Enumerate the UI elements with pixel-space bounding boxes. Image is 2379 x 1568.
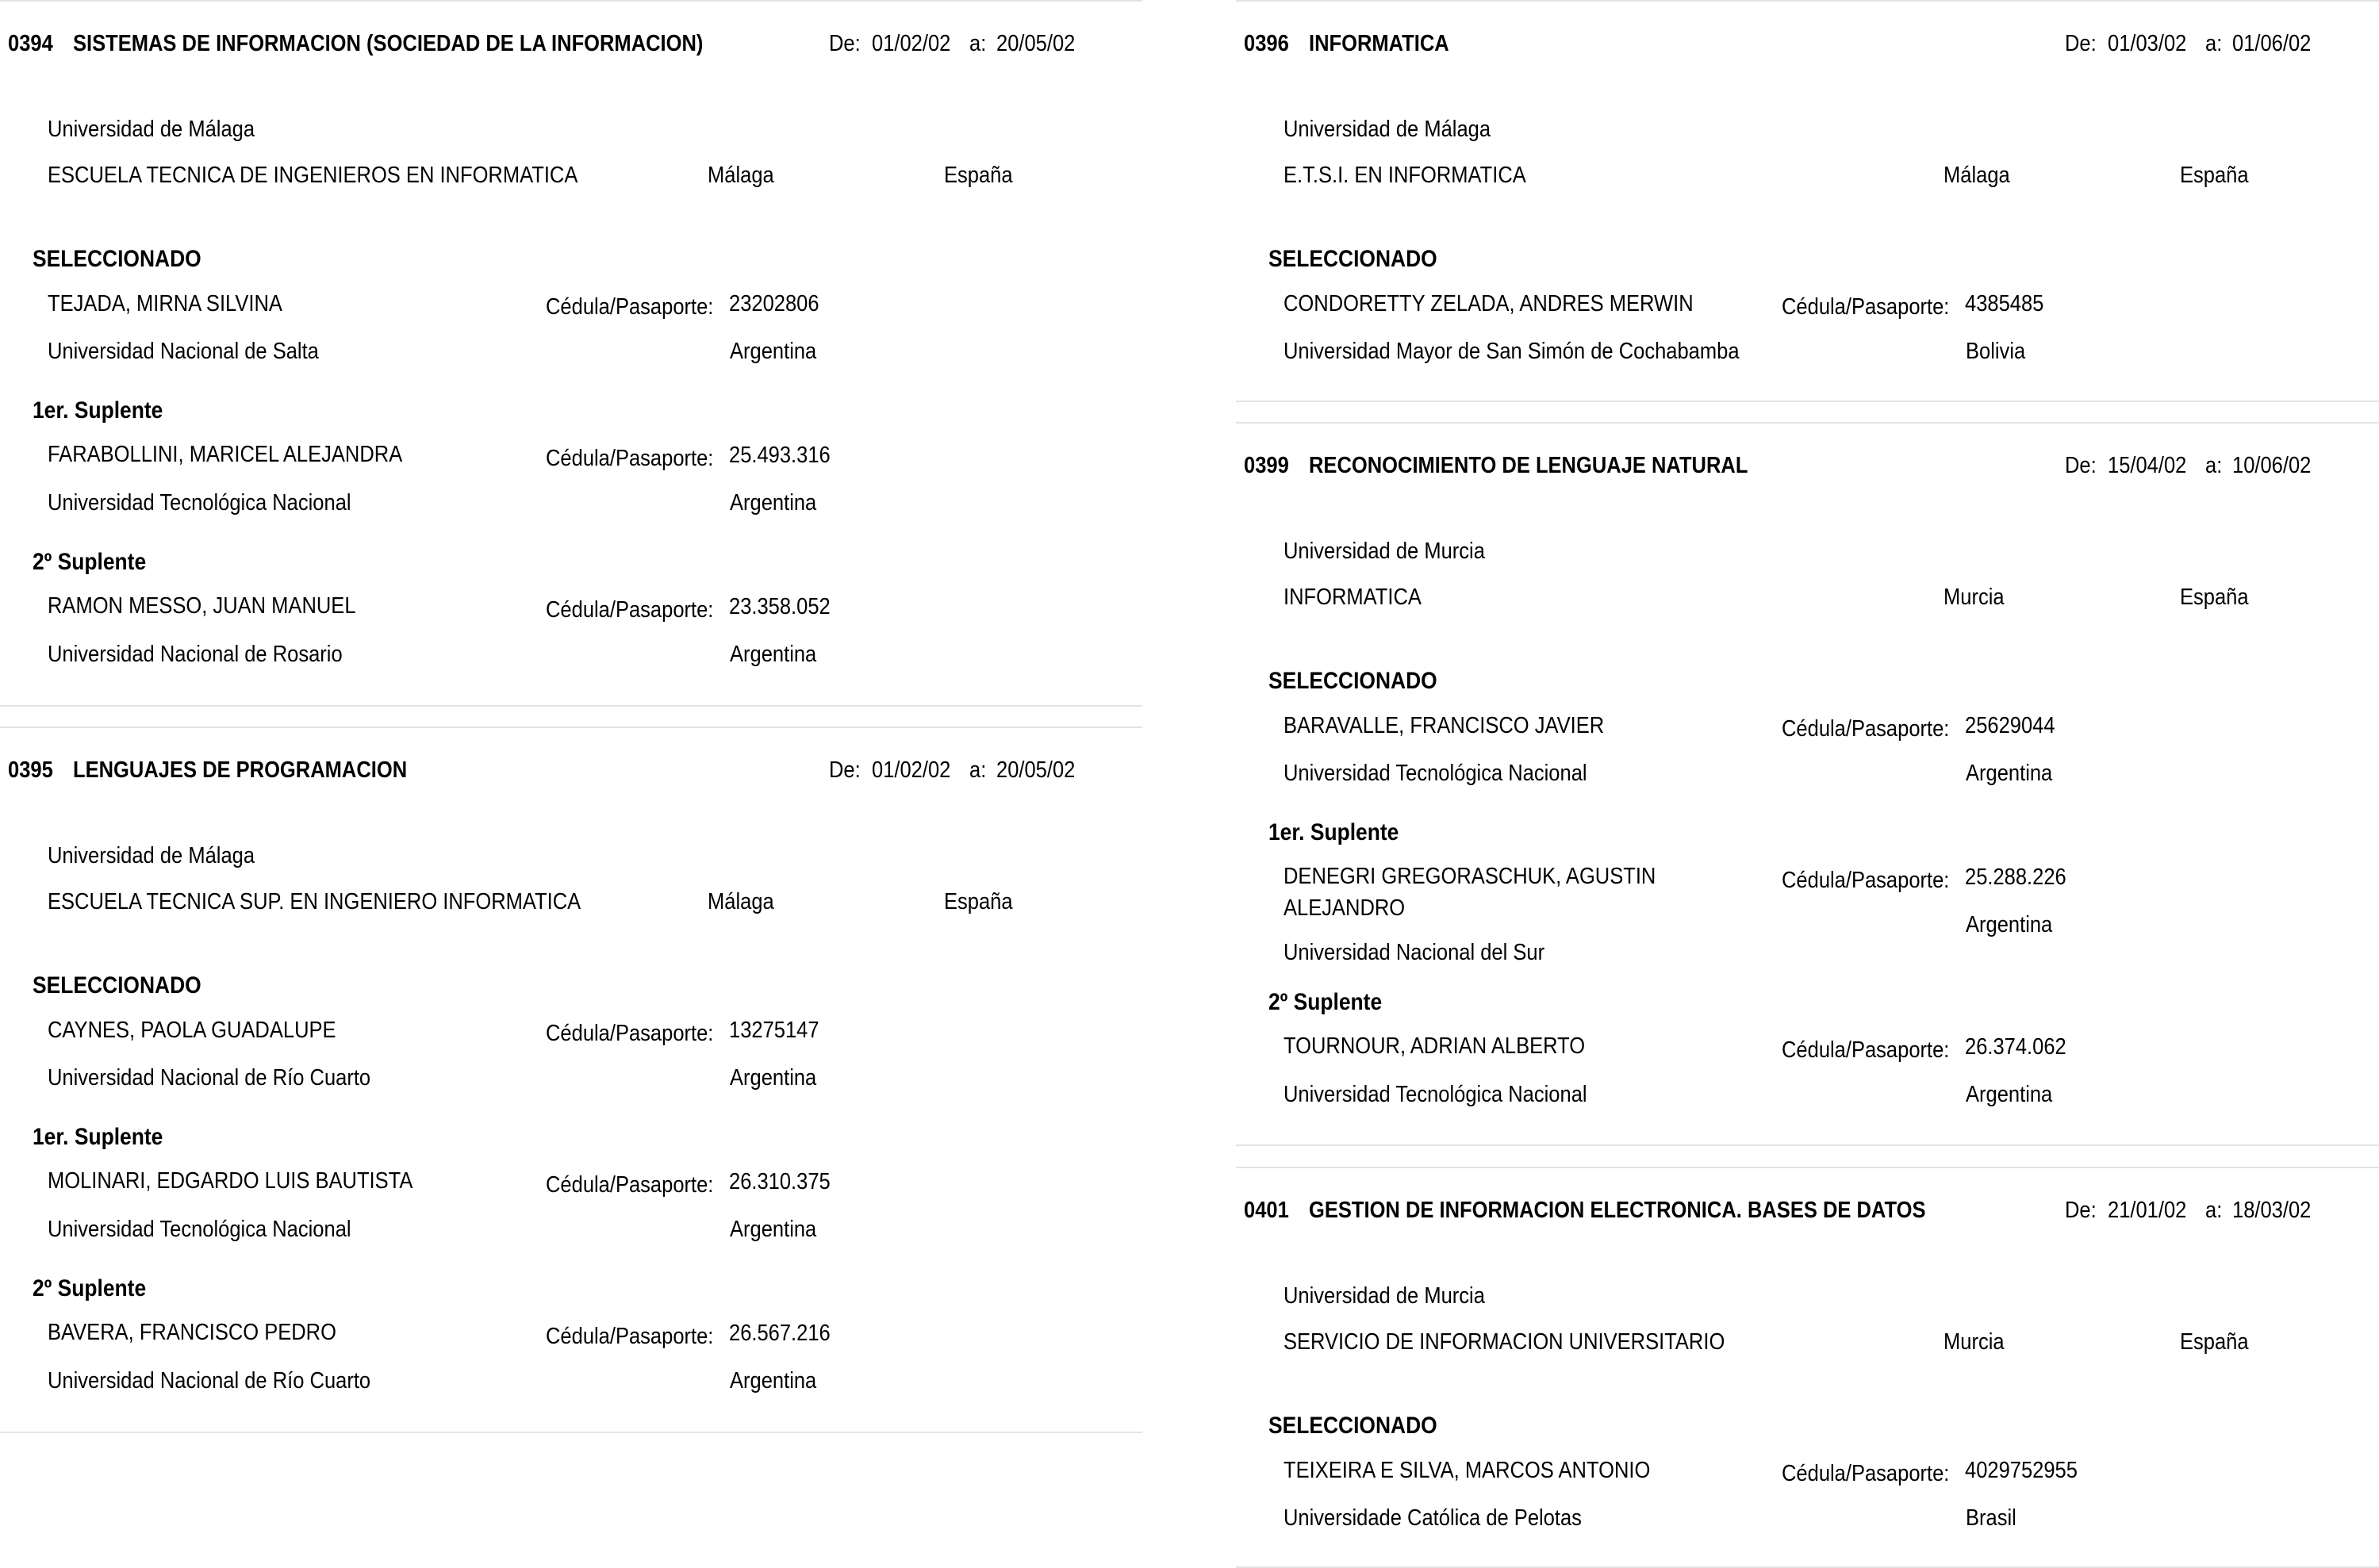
candidate-university: Universidad Tecnológica Nacional [1284,1082,1587,1107]
id-label: Cédula/Pasaporte: [1782,1461,1950,1486]
date-to-label: a: [969,757,987,783]
role-heading: 2º Suplente [33,549,147,575]
candidate-id: 26.310.375 [729,1169,831,1194]
candidate-id: 13275147 [729,1018,819,1043]
role-heading: 1er. Suplente [33,1124,163,1150]
host-country: España [2180,585,2249,610]
candidate-id: 26.374.062 [1965,1034,2066,1060]
id-label: Cédula/Pasaporte: [546,294,714,320]
host-city: Murcia [1943,1329,2005,1355]
candidate-name: BAVERA, FRANCISCO PEDRO [48,1320,336,1345]
candidate-name: FARABOLLINI, MARICEL ALEJANDRA [48,442,403,467]
role-heading: SELECCIONADO [1268,668,1437,694]
date-from: 01/02/02 [872,31,951,56]
divider [0,0,1142,2]
course-title: LENGUAJES DE PROGRAMACION [73,757,408,783]
course-code: 0396 [1244,31,1289,56]
candidate-name: TOURNOUR, ADRIAN ALBERTO [1284,1033,1586,1059]
candidate-id: 4385485 [1965,291,2044,316]
candidate-country: Argentina [730,1368,817,1394]
date-to: 01/06/02 [2232,31,2312,56]
divider [1236,0,2379,2]
candidate-country: Bolivia [1966,339,2026,364]
course-code: 0394 [8,31,53,56]
id-label: Cédula/Pasaporte: [546,1021,714,1046]
candidate-id: 25.288.226 [1965,865,2066,890]
date-to-label: a: [2205,453,2223,478]
course-code: 0399 [1244,453,1289,478]
candidate-university: Universidad Tecnológica Nacional [1284,761,1587,786]
date-from-label: De: [829,31,861,56]
date-to-label: a: [2205,1198,2223,1223]
id-label: Cédula/Pasaporte: [546,1172,714,1198]
date-to-label: a: [969,31,987,56]
candidate-country: Argentina [730,490,817,516]
divider [1236,422,2379,424]
id-label: Cédula/Pasaporte: [546,1324,714,1349]
id-label: Cédula/Pasaporte: [1782,716,1950,742]
host-city: Málaga [1943,163,2010,188]
date-to: 20/05/02 [996,757,1076,783]
host-university: Universidad de Murcia [1284,539,1485,564]
candidate-id: 25.493.316 [729,443,831,468]
date-to: 20/05/02 [996,31,1076,56]
date-from: 01/03/02 [2108,31,2187,56]
date-from: 15/04/02 [2108,453,2187,478]
candidate-country: Argentina [730,1065,817,1091]
host-university: Universidad de Málaga [1284,117,1491,142]
role-heading: 2º Suplente [33,1275,147,1302]
role-heading: 1er. Suplente [33,397,163,424]
candidate-university: Universidad Nacional de Salta [48,339,319,364]
candidate-country: Argentina [1966,912,2053,937]
candidate-id: 4029752955 [1965,1458,2078,1483]
role-heading: 1er. Suplente [1268,819,1399,845]
candidate-id: 23.358.052 [729,594,831,619]
course-title: INFORMATICA [1309,31,1449,56]
role-heading: SELECCIONADO [1268,1413,1437,1439]
role-heading: 2º Suplente [1268,989,1383,1015]
host-country: España [2180,1329,2249,1355]
candidate-name: RAMON MESSO, JUAN MANUEL [48,593,356,619]
id-label: Cédula/Pasaporte: [546,597,714,623]
role-heading: SELECCIONADO [1268,246,1437,272]
divider [1236,401,2379,402]
role-heading: SELECCIONADO [33,246,201,272]
date-from: 01/02/02 [872,757,951,783]
candidate-name: MOLINARI, EDGARDO LUIS BAUTISTA [48,1168,413,1194]
date-to: 10/06/02 [2232,453,2312,478]
host-city: Málaga [708,163,774,188]
host-school: SERVICIO DE INFORMACION UNIVERSITARIO [1284,1329,1725,1355]
candidate-university: Universidad Nacional de Rosario [48,642,343,667]
candidate-university: Universidad Nacional de Río Cuarto [48,1368,371,1394]
host-school: INFORMATICA [1284,585,1422,610]
host-country: España [944,889,1013,914]
candidate-id: 25629044 [1965,713,2055,738]
candidate-university: Universidad Tecnológica Nacional [48,1217,351,1242]
id-label: Cédula/Pasaporte: [1782,294,1950,320]
right-column [1236,0,2379,1568]
date-to: 18/03/02 [2232,1198,2312,1223]
divider [0,1432,1142,1433]
candidate-name: CAYNES, PAOLA GUADALUPE [48,1018,336,1043]
host-country: España [2180,163,2249,188]
course-title: GESTION DE INFORMACION ELECTRONICA. BASES DE DATOS [1309,1198,1926,1223]
host-university: Universidad de Murcia [1284,1283,1485,1309]
divider [0,726,1142,728]
candidate-country: Argentina [1966,1082,2053,1107]
candidate-university: Universidade Católica de Pelotas [1284,1505,1582,1531]
id-label: Cédula/Pasaporte: [546,446,714,471]
candidate-university: Universidad Nacional del Sur [1284,940,1545,965]
date-from-label: De: [829,757,861,783]
course-code: 0401 [1244,1198,1289,1223]
divider [0,705,1142,707]
candidate-country: Argentina [730,339,817,364]
candidate-name: CONDORETTY ZELADA, ANDRES MERWIN [1284,291,1694,316]
course-code: 0395 [8,757,53,783]
host-school: ESCUELA TECNICA SUP. EN INGENIERO INFORMATICA [48,889,581,914]
candidate-name: TEIXEIRA E SILVA, MARCOS ANTONIO [1284,1458,1651,1483]
candidate-id: 26.567.216 [729,1321,831,1346]
host-university: Universidad de Málaga [48,117,255,142]
divider [1236,1144,2379,1146]
id-label: Cédula/Pasaporte: [1782,1037,1950,1063]
date-from: 21/01/02 [2108,1198,2187,1223]
candidate-country: Argentina [730,642,817,667]
candidate-name: BARAVALLE, FRANCISCO JAVIER [1284,713,1605,738]
left-column [0,0,1142,1568]
candidate-name: DENEGRI GREGORASCHUK, AGUSTIN [1284,864,1656,889]
host-city: Murcia [1943,585,2005,610]
candidate-name-line2: ALEJANDRO [1284,895,1406,921]
candidate-id: 23202806 [729,291,819,316]
role-heading: SELECCIONADO [33,972,201,999]
candidate-country: Argentina [1966,761,2053,786]
host-school: ESCUELA TECNICA DE INGENIEROS EN INFORMATICA [48,163,578,188]
divider [1236,1167,2379,1168]
host-school: E.T.S.I. EN INFORMATICA [1284,163,1526,188]
candidate-country: Argentina [730,1217,817,1242]
date-from-label: De: [2065,1198,2097,1223]
candidate-university: Universidad Mayor de San Simón de Cochabamba [1284,339,1740,364]
date-to-label: a: [2205,31,2223,56]
host-university: Universidad de Málaga [48,843,255,868]
course-title: SISTEMAS DE INFORMACION (SOCIEDAD DE LA INFORMACION) [73,31,704,56]
candidate-university: Universidad Nacional de Río Cuarto [48,1065,371,1091]
candidate-country: Brasil [1966,1505,2016,1531]
date-from-label: De: [2065,453,2097,478]
date-from-label: De: [2065,31,2097,56]
course-title: RECONOCIMIENTO DE LENGUAJE NATURAL [1309,453,1748,478]
host-city: Málaga [708,889,774,914]
candidate-university: Universidad Tecnológica Nacional [48,490,351,516]
host-country: España [944,163,1013,188]
id-label: Cédula/Pasaporte: [1782,868,1950,893]
candidate-name: TEJADA, MIRNA SILVINA [48,291,282,316]
